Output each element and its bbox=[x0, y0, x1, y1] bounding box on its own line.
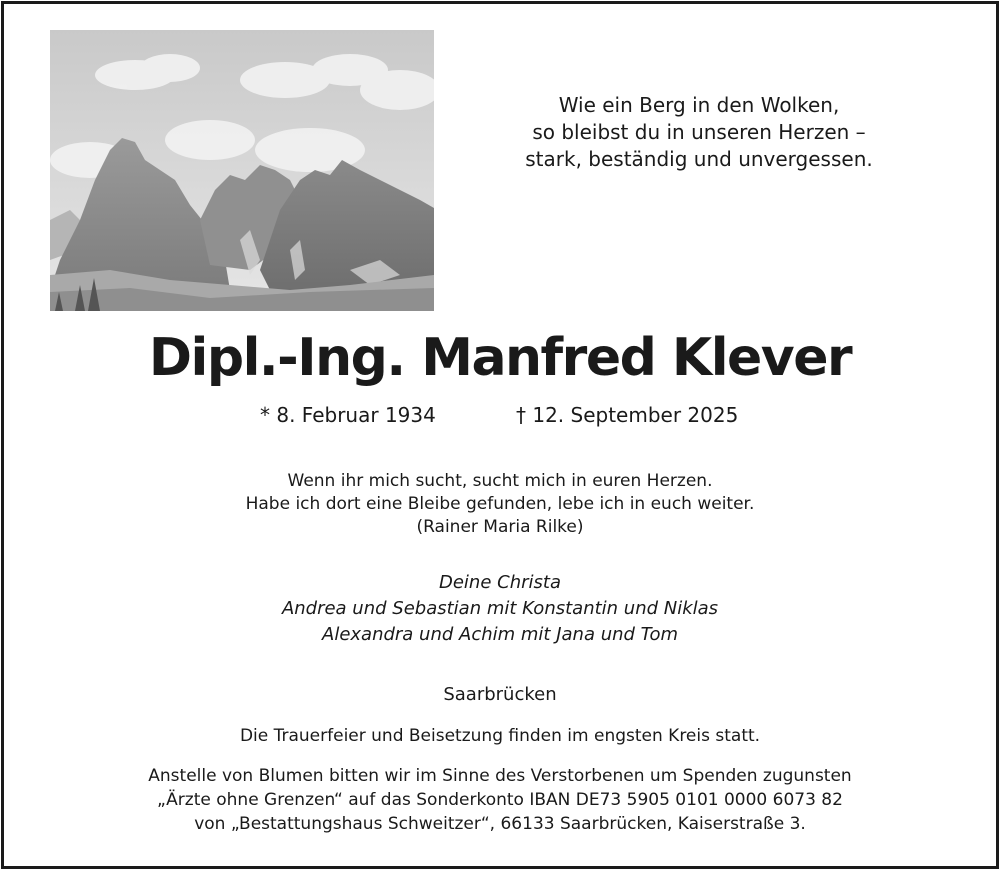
birth-date: * 8. Februar 1934 bbox=[260, 403, 436, 427]
poem-line: so bleibst du in unseren Herzen – bbox=[532, 120, 866, 144]
death-date: † 12. September 2025 bbox=[516, 403, 739, 427]
mountain-photo bbox=[50, 30, 434, 311]
family-line: Deine Christa bbox=[439, 572, 561, 593]
poem-line: Wie ein Berg in den Wolken, bbox=[558, 93, 840, 117]
quote-line: Wenn ihr mich sucht, sucht mich in euren Herzen. bbox=[287, 471, 713, 491]
family-signatures bbox=[4, 570, 996, 648]
city: Saarbrücken bbox=[443, 684, 557, 705]
donation-line: von „Bestattungshaus Schweitzer“, 66133 Saarbrücken, Kaiserstraße 3. bbox=[194, 814, 806, 834]
rilke-quote bbox=[4, 470, 996, 539]
poem bbox=[474, 92, 924, 173]
donation-note bbox=[4, 764, 996, 836]
family-line: Alexandra und Achim mit Jana und Tom bbox=[322, 624, 678, 645]
quote-author: (Rainer Maria Rilke) bbox=[416, 517, 584, 537]
quote-line: Habe ich dort eine Bleibe gefunden, lebe ich in euch weiter. bbox=[245, 494, 755, 514]
donation-line: „Ärzte ohne Grenzen“ auf das Sonderkonto IBAN DE73 5905 0101 0000 6073 82 bbox=[157, 790, 843, 810]
obituary-notice bbox=[1, 1, 999, 869]
deceased-name: Dipl.-Ing. Manfred Klever bbox=[148, 328, 852, 388]
ceremony-note: Die Trauerfeier und Beisetzung finden im engsten Kreis statt. bbox=[239, 726, 761, 746]
family-line: Andrea und Sebastian mit Konstantin und Niklas bbox=[281, 598, 719, 619]
donation-line: Anstelle von Blumen bitten wir im Sinne des Verstorbenen um Spenden zugunsten bbox=[148, 766, 852, 786]
poem-line: stark, beständig und unvergessen. bbox=[525, 147, 873, 171]
